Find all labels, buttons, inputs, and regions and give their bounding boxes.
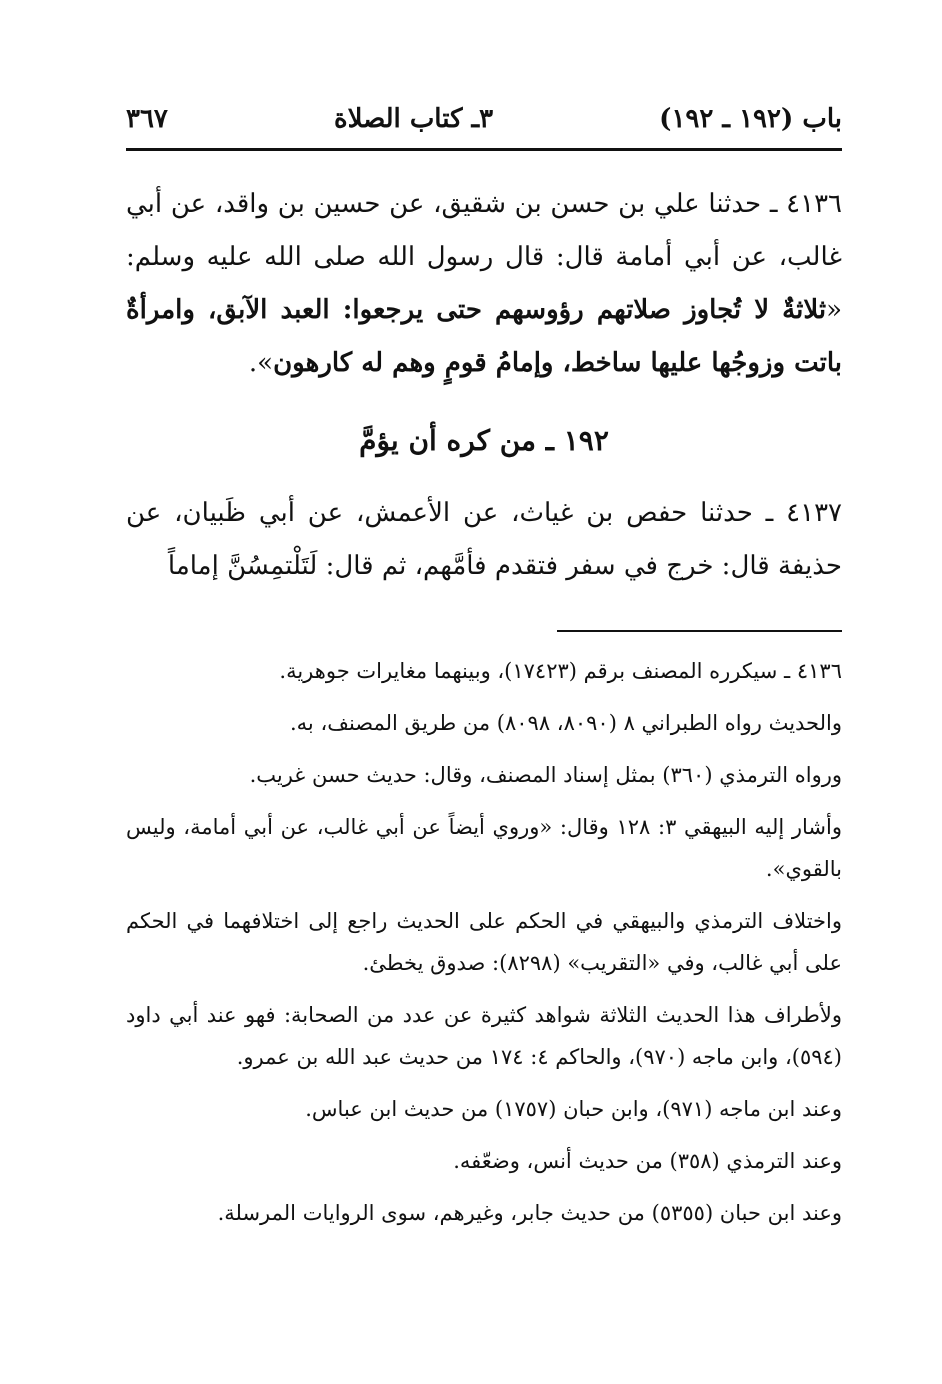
hadith-4136: [126, 178, 842, 390]
page-header: [126, 104, 842, 144]
hadith-4136-isnad: ٤١٣٦ ـ حدثنا علي بن حسن بن شقيق، عن حسين بن واقد، عن أبي غالب، عن أبي أمامة قال: قال رسول الله صلى الله عليه وسلم: «: [126, 189, 842, 325]
footnote-line: ولأطراف هذا الحديث الثلاثة شواهد كثيرة عن عدد من الصحابة: فهو عند أبي داود (٥٩٤)، وابن ماجه (٩٧٠)، والحاكم ٤: ١٧٤ من حديث عبد الله بن عمرو.: [126, 1003, 842, 1069]
footnote-line: واختلاف الترمذي والبيهقي في الحكم على الحديث راجع إلى اختلافهما في الحكم على أبي غالب، وفي «التقريب» (٨٢٩٨): صدوق يخطئ.: [126, 909, 842, 975]
footnote-line: ٤١٣٦ ـ سيكرره المصنف برقم (١٧٤٢٣)، وبينهما مغايرات جوهرية.: [279, 659, 842, 683]
main-text: [126, 178, 842, 593]
header-book-title: ٣ـ كتاب الصلاة: [333, 104, 494, 134]
hadith-4136-close: ».: [248, 348, 274, 378]
footnote-line: وعند الترمذي (٣٥٨) من حديث أنس، وضعّفه.: [453, 1149, 842, 1173]
footnote-rule: [557, 630, 842, 632]
chapter-title: ١٩٢ ـ من كره أن يؤمَّ: [359, 424, 609, 457]
hadith-4136-matn: ثلاثةٌ لا تُجاوز صلاتهم رؤوسهم حتى يرجعوا: العبد الآبق، وامرأةٌ باتت وزوجُها عليها ساخط، وإمامُ قومٍ وهم له كارهون: [126, 295, 842, 378]
footnote-line: وأشار إليه البيهقي ٣: ١٢٨ وقال: «وروي أيضاً عن أبي غالب، عن أبي أمامة، وليس بالقوي».: [126, 815, 842, 881]
footnote-line: ورواه الترمذي (٣٦٠) بمثل إسناد المصنف، وقال: حديث حسن غريب.: [249, 763, 842, 787]
footnote-line: وعند ابن حبان (٥٣٥٥) من حديث جابر، وغيرهم، سوى الروايات المرسلة.: [217, 1201, 842, 1225]
page-number: ٣٦٧: [126, 104, 168, 134]
footnote-line: وعند ابن ماجه (٩٧١)، وابن حبان (١٧٥٧) من حديث ابن عباس.: [305, 1097, 842, 1121]
header-rule: [126, 148, 842, 151]
hadith-4137: ٤١٣٧ ـ حدثنا حفص بن غياث، عن الأعمش، عن أبي ظَبيان، عن حذيفة قال: خرج في سفر فتقدم فأمَّهم، ثم قال: لَتَلْتمِسُنَّ إماماً: [126, 498, 842, 581]
header-chapter-range: باب (١٩٢ ـ ١٩٢): [659, 104, 842, 134]
footnote-line: والحديث رواه الطبراني ٨ (٨٠٩٠، ٨٠٩٨) من طريق المصنف، به.: [289, 711, 842, 735]
footnotes: [126, 650, 842, 1244]
